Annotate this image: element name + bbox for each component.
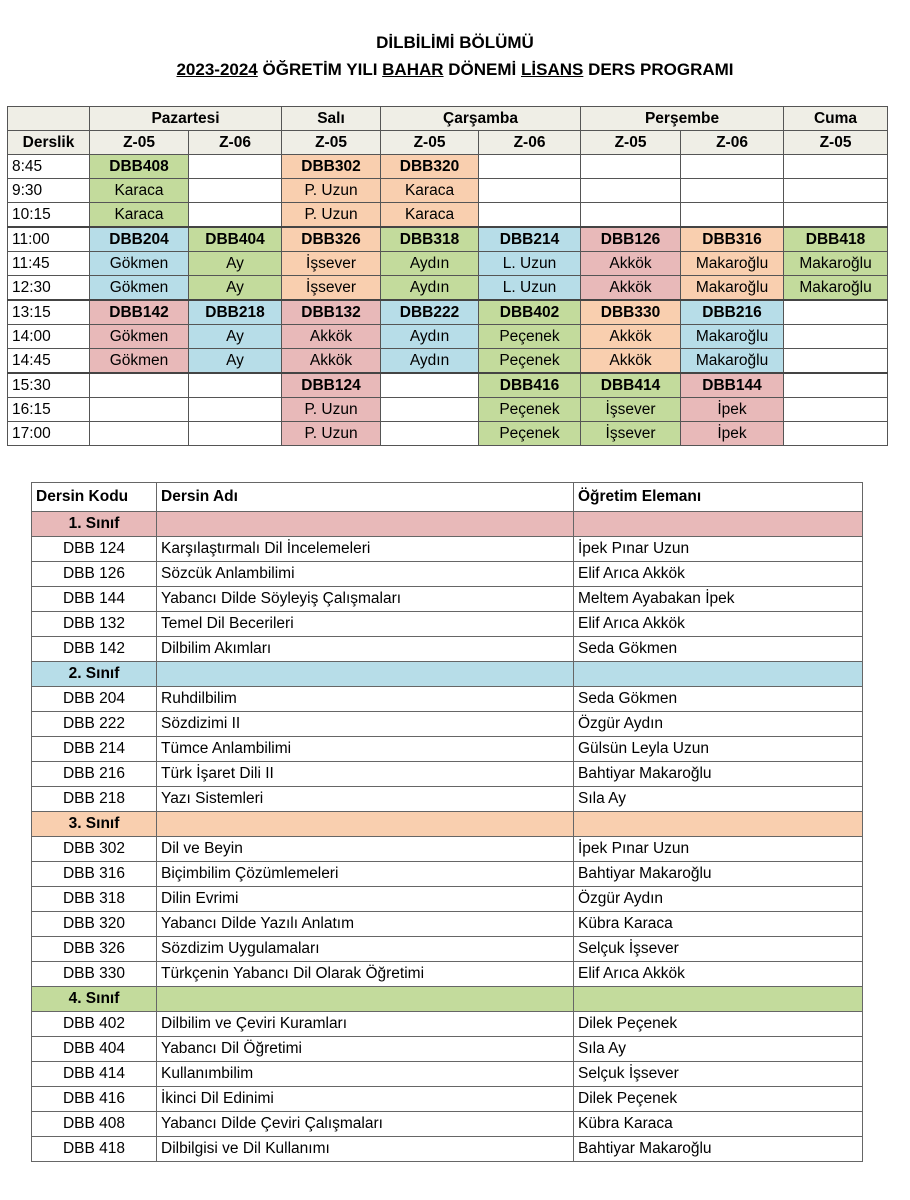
instructor-cell: Akkök	[282, 325, 381, 349]
room-header-row	[8, 131, 888, 155]
room-header: Z-06	[189, 131, 282, 155]
time-cell: 10:15	[8, 203, 90, 228]
course-code: DBB 416	[32, 1087, 157, 1112]
instructor-cell	[784, 422, 888, 446]
day-header: Perşembe	[581, 107, 784, 131]
course-code-cell	[784, 300, 888, 325]
instructor-cell: İpek	[681, 398, 784, 422]
course-code: DBB 418	[32, 1137, 157, 1162]
instructor-cell	[784, 203, 888, 228]
subtitle-part-1: ÖĞRETİM YILI	[257, 60, 383, 79]
course-instructor: Özgür Aydın	[574, 712, 863, 737]
course-code: DBB 216	[32, 762, 157, 787]
course-code-cell	[381, 373, 479, 398]
class-label: 2. Sınıf	[32, 662, 157, 687]
instructor-cell: L. Uzun	[479, 252, 581, 276]
instructor-cell	[189, 203, 282, 228]
instructor-cell	[581, 179, 681, 203]
course-code-cell: DBB416	[479, 373, 581, 398]
course-name: Ruhdilbilim	[157, 687, 574, 712]
instructor-cell: Makaroğlu	[681, 276, 784, 301]
course-name: Tümce Anlambilimi	[157, 737, 574, 762]
instructor-cell: Karaca	[90, 203, 189, 228]
course-code-cell: DBB142	[90, 300, 189, 325]
level-text: LİSANS	[521, 60, 584, 79]
course-instructor: Dilek Peçenek	[574, 1087, 863, 1112]
time-cell: 11:45	[8, 252, 90, 276]
course-name: Sözcük Anlambilimi	[157, 562, 574, 587]
instructor-cell	[479, 203, 581, 228]
instructor-cell	[784, 325, 888, 349]
course-code-cell: DBB320	[381, 155, 479, 179]
course-code-cell: DBB418	[784, 227, 888, 252]
course-code-cell: DBB216	[681, 300, 784, 325]
instructor-cell	[581, 203, 681, 228]
subtitle-part-3: DERS PROGRAMI	[583, 60, 734, 79]
course-code-cell	[189, 373, 282, 398]
instructor-cell: Aydın	[381, 349, 479, 374]
course-code-cell: DBB218	[189, 300, 282, 325]
course-instructor: Seda Gökmen	[574, 637, 863, 662]
course-instructor: İpek Pınar Uzun	[574, 837, 863, 862]
course-code: DBB 302	[32, 837, 157, 862]
time-cell: 15:30	[8, 373, 90, 398]
course-instructor: Bahtiyar Makaroğlu	[574, 1137, 863, 1162]
course-code: DBB 126	[32, 562, 157, 587]
document-title: DİLBİLİMİ BÖLÜMÜ	[376, 33, 534, 52]
course-name: Temel Dil Becerileri	[157, 612, 574, 637]
time-slot-row	[8, 349, 888, 374]
course-instructor: Gülsün Leyla Uzun	[574, 737, 863, 762]
course-name: Yabancı Dil Öğretimi	[157, 1037, 574, 1062]
room-header: Z-05	[282, 131, 381, 155]
instructor-cell: Aydın	[381, 252, 479, 276]
time-cell: 11:00	[8, 227, 90, 252]
course-code: DBB 214	[32, 737, 157, 762]
schedule-table	[7, 106, 888, 446]
instructor-cell: Ay	[189, 349, 282, 374]
course-row	[32, 1062, 863, 1087]
course-instructor: Kübra Karaca	[574, 1112, 863, 1137]
course-row	[32, 612, 863, 637]
course-code-cell: DBB408	[90, 155, 189, 179]
course-code-cell	[479, 155, 581, 179]
instructor-cell: Makaroğlu	[784, 276, 888, 301]
instructor-cell: L. Uzun	[479, 276, 581, 301]
course-code-cell: DBB132	[282, 300, 381, 325]
class-section-row	[32, 987, 863, 1012]
instructor-cell: P. Uzun	[282, 422, 381, 446]
course-name: Karşılaştırmalı Dil İncelemeleri	[157, 537, 574, 562]
instructor-cell: Karaca	[90, 179, 189, 203]
course-row	[32, 862, 863, 887]
instructor-cell: Gökmen	[90, 276, 189, 301]
instructor-cell: Karaca	[381, 179, 479, 203]
instructor-cell: Akkök	[581, 325, 681, 349]
course-code: DBB 142	[32, 637, 157, 662]
time-cell: 17:00	[8, 422, 90, 446]
section-fill	[574, 987, 863, 1012]
course-code-cell: DBB404	[189, 227, 282, 252]
course-code-cell	[581, 155, 681, 179]
course-instructor: Seda Gökmen	[574, 687, 863, 712]
course-code: DBB 204	[32, 687, 157, 712]
course-row	[32, 587, 863, 612]
instructor-cell: Gökmen	[90, 252, 189, 276]
course-name: Biçimbilim Çözümlemeleri	[157, 862, 574, 887]
instructor-cell: Makaroğlu	[784, 252, 888, 276]
course-instructor: Selçuk İşsever	[574, 1062, 863, 1087]
section-fill	[157, 662, 574, 687]
instructor-cell: İşsever	[581, 422, 681, 446]
course-code: DBB 124	[32, 537, 157, 562]
course-code: DBB 414	[32, 1062, 157, 1087]
section-fill	[157, 812, 574, 837]
course-name: Sözdizimi II	[157, 712, 574, 737]
course-row	[32, 887, 863, 912]
instructor-cell: Makaroğlu	[681, 325, 784, 349]
course-code: DBB 318	[32, 887, 157, 912]
document-subtitle	[0, 60, 910, 80]
course-code-cell: DBB318	[381, 227, 479, 252]
course-name: Kullanımbilim	[157, 1062, 574, 1087]
course-instructor: Kübra Karaca	[574, 912, 863, 937]
course-row	[32, 962, 863, 987]
instructor-cell: Aydın	[381, 325, 479, 349]
course-code-cell: DBB330	[581, 300, 681, 325]
course-header-row	[32, 483, 863, 512]
instructor-cell	[189, 398, 282, 422]
course-instructor: Selçuk İşsever	[574, 937, 863, 962]
room-label: Derslik	[8, 131, 90, 155]
course-name: Yabancı Dilde Çeviri Çalışmaları	[157, 1112, 574, 1137]
class-label: 3. Sınıf	[32, 812, 157, 837]
course-instructor: Bahtiyar Makaroğlu	[574, 862, 863, 887]
course-code-cell: DBB144	[681, 373, 784, 398]
course-code-cell: DBB222	[381, 300, 479, 325]
course-name: İkinci Dil Edinimi	[157, 1087, 574, 1112]
room-header: Z-06	[681, 131, 784, 155]
instructor-cell: Aydın	[381, 276, 479, 301]
course-row	[32, 937, 863, 962]
course-instructor: Sıla Ay	[574, 1037, 863, 1062]
class-section-row	[32, 662, 863, 687]
time-slot-row	[8, 398, 888, 422]
instructor-cell: Akkök	[581, 252, 681, 276]
course-row	[32, 637, 863, 662]
course-code: DBB 144	[32, 587, 157, 612]
section-fill	[574, 812, 863, 837]
subtitle-part-2: DÖNEMİ	[443, 60, 521, 79]
course-code-cell: DBB124	[282, 373, 381, 398]
course-name: Türkçenin Yabancı Dil Olarak Öğretimi	[157, 962, 574, 987]
term-text: BAHAR	[382, 60, 444, 79]
course-code: DBB 222	[32, 712, 157, 737]
instructor-cell	[90, 422, 189, 446]
instructor-header: Öğretim Elemanı	[574, 483, 863, 512]
course-row	[32, 687, 863, 712]
course-code-cell	[90, 373, 189, 398]
course-name: Yabancı Dilde Yazılı Anlatım	[157, 912, 574, 937]
time-cell: 14:00	[8, 325, 90, 349]
course-code-cell: DBB126	[581, 227, 681, 252]
time-slot-row	[8, 252, 888, 276]
course-code-cell	[189, 155, 282, 179]
course-instructor: Özgür Aydın	[574, 887, 863, 912]
course-row	[32, 1087, 863, 1112]
course-instructor: Bahtiyar Makaroğlu	[574, 762, 863, 787]
instructor-cell: Akkök	[282, 349, 381, 374]
instructor-cell: Akkök	[581, 276, 681, 301]
course-row	[32, 1112, 863, 1137]
time-cell: 16:15	[8, 398, 90, 422]
course-code: DBB 402	[32, 1012, 157, 1037]
instructor-cell: Peçenek	[479, 349, 581, 374]
time-slot-row	[8, 422, 888, 446]
instructor-cell	[681, 203, 784, 228]
instructor-cell	[784, 179, 888, 203]
day-header: Çarşamba	[381, 107, 581, 131]
course-code-cell: DBB414	[581, 373, 681, 398]
course-code: DBB 330	[32, 962, 157, 987]
course-code-cell: DBB326	[282, 227, 381, 252]
time-slot-row	[8, 227, 888, 252]
course-list-table	[31, 482, 863, 1162]
course-name: Dilbilim ve Çeviri Kuramları	[157, 1012, 574, 1037]
day-header: Pazartesi	[90, 107, 282, 131]
section-fill	[574, 512, 863, 537]
course-row	[32, 1037, 863, 1062]
name-header: Dersin Adı	[157, 483, 574, 512]
time-cell: 12:30	[8, 276, 90, 301]
instructor-cell	[479, 179, 581, 203]
instructor-cell: İpek	[681, 422, 784, 446]
instructor-cell: Peçenek	[479, 325, 581, 349]
instructor-cell: Gökmen	[90, 349, 189, 374]
instructor-cell	[681, 179, 784, 203]
course-code-cell: DBB204	[90, 227, 189, 252]
course-instructor: Elif Arıca Akkök	[574, 962, 863, 987]
time-cell: 14:45	[8, 349, 90, 374]
instructor-cell: Peçenek	[479, 422, 581, 446]
course-row	[32, 912, 863, 937]
instructor-cell	[189, 422, 282, 446]
section-fill	[574, 662, 863, 687]
course-row	[32, 737, 863, 762]
section-fill	[157, 987, 574, 1012]
course-row	[32, 1137, 863, 1162]
time-cell: 8:45	[8, 155, 90, 179]
course-name: Dilin Evrimi	[157, 887, 574, 912]
class-label: 1. Sınıf	[32, 512, 157, 537]
class-label: 4. Sınıf	[32, 987, 157, 1012]
course-code: DBB 326	[32, 937, 157, 962]
corner-cell	[8, 107, 90, 131]
instructor-cell	[381, 398, 479, 422]
course-instructor: Elif Arıca Akkök	[574, 562, 863, 587]
course-row	[32, 787, 863, 812]
course-name: Dilbilim Akımları	[157, 637, 574, 662]
instructor-cell: P. Uzun	[282, 398, 381, 422]
day-header: Cuma	[784, 107, 888, 131]
instructor-cell: Akkök	[581, 349, 681, 374]
instructor-cell: Ay	[189, 276, 282, 301]
course-instructor: Meltem Ayabakan İpek	[574, 587, 863, 612]
course-code-cell: DBB302	[282, 155, 381, 179]
course-name: Sözdizim Uygulamaları	[157, 937, 574, 962]
time-slot-row	[8, 155, 888, 179]
course-code: DBB 320	[32, 912, 157, 937]
course-name: Dilbilgisi ve Dil Kullanımı	[157, 1137, 574, 1162]
time-slot-row	[8, 276, 888, 301]
course-row	[32, 1012, 863, 1037]
room-header: Z-05	[381, 131, 479, 155]
time-slot-row	[8, 179, 888, 203]
course-code-cell: DBB316	[681, 227, 784, 252]
course-row	[32, 762, 863, 787]
time-slot-row	[8, 325, 888, 349]
instructor-cell	[189, 179, 282, 203]
course-instructor: İpek Pınar Uzun	[574, 537, 863, 562]
room-header: Z-05	[581, 131, 681, 155]
instructor-cell: İşsever	[581, 398, 681, 422]
course-name: Türk İşaret Dili II	[157, 762, 574, 787]
instructor-cell: İşsever	[282, 252, 381, 276]
course-code-cell: DBB402	[479, 300, 581, 325]
day-header-row	[8, 107, 888, 131]
room-header: Z-06	[479, 131, 581, 155]
instructor-cell: Karaca	[381, 203, 479, 228]
instructor-cell: P. Uzun	[282, 179, 381, 203]
instructor-cell: Peçenek	[479, 398, 581, 422]
course-code: DBB 218	[32, 787, 157, 812]
course-code: DBB 408	[32, 1112, 157, 1137]
course-name: Yabancı Dilde Söyleyiş Çalışmaları	[157, 587, 574, 612]
course-name: Yazı Sistemleri	[157, 787, 574, 812]
instructor-cell: İşsever	[282, 276, 381, 301]
instructor-cell	[784, 398, 888, 422]
code-header: Dersin Kodu	[32, 483, 157, 512]
class-section-row	[32, 512, 863, 537]
time-cell: 9:30	[8, 179, 90, 203]
course-instructor: Dilek Peçenek	[574, 1012, 863, 1037]
course-instructor: Elif Arıca Akkök	[574, 612, 863, 637]
day-header: Salı	[282, 107, 381, 131]
course-row	[32, 712, 863, 737]
instructor-cell: Makaroğlu	[681, 349, 784, 374]
room-header: Z-05	[784, 131, 888, 155]
class-section-row	[32, 812, 863, 837]
instructor-cell: Ay	[189, 325, 282, 349]
course-code-cell: DBB214	[479, 227, 581, 252]
time-slot-row	[8, 373, 888, 398]
course-code-cell	[784, 373, 888, 398]
course-row	[32, 537, 863, 562]
room-header: Z-05	[90, 131, 189, 155]
section-fill	[157, 512, 574, 537]
year-text: 2023-2024	[176, 60, 258, 79]
course-instructor: Sıla Ay	[574, 787, 863, 812]
instructor-cell	[90, 398, 189, 422]
course-name: Dil ve Beyin	[157, 837, 574, 862]
instructor-cell	[381, 422, 479, 446]
course-code-cell	[681, 155, 784, 179]
time-slot-row	[8, 300, 888, 325]
course-code: DBB 404	[32, 1037, 157, 1062]
course-code-cell	[784, 155, 888, 179]
instructor-cell: Ay	[189, 252, 282, 276]
time-slot-row	[8, 203, 888, 228]
instructor-cell: P. Uzun	[282, 203, 381, 228]
instructor-cell: Makaroğlu	[681, 252, 784, 276]
course-row	[32, 562, 863, 587]
instructor-cell	[784, 349, 888, 374]
time-cell: 13:15	[8, 300, 90, 325]
instructor-cell: Gökmen	[90, 325, 189, 349]
course-code: DBB 132	[32, 612, 157, 637]
course-code: DBB 316	[32, 862, 157, 887]
course-row	[32, 837, 863, 862]
